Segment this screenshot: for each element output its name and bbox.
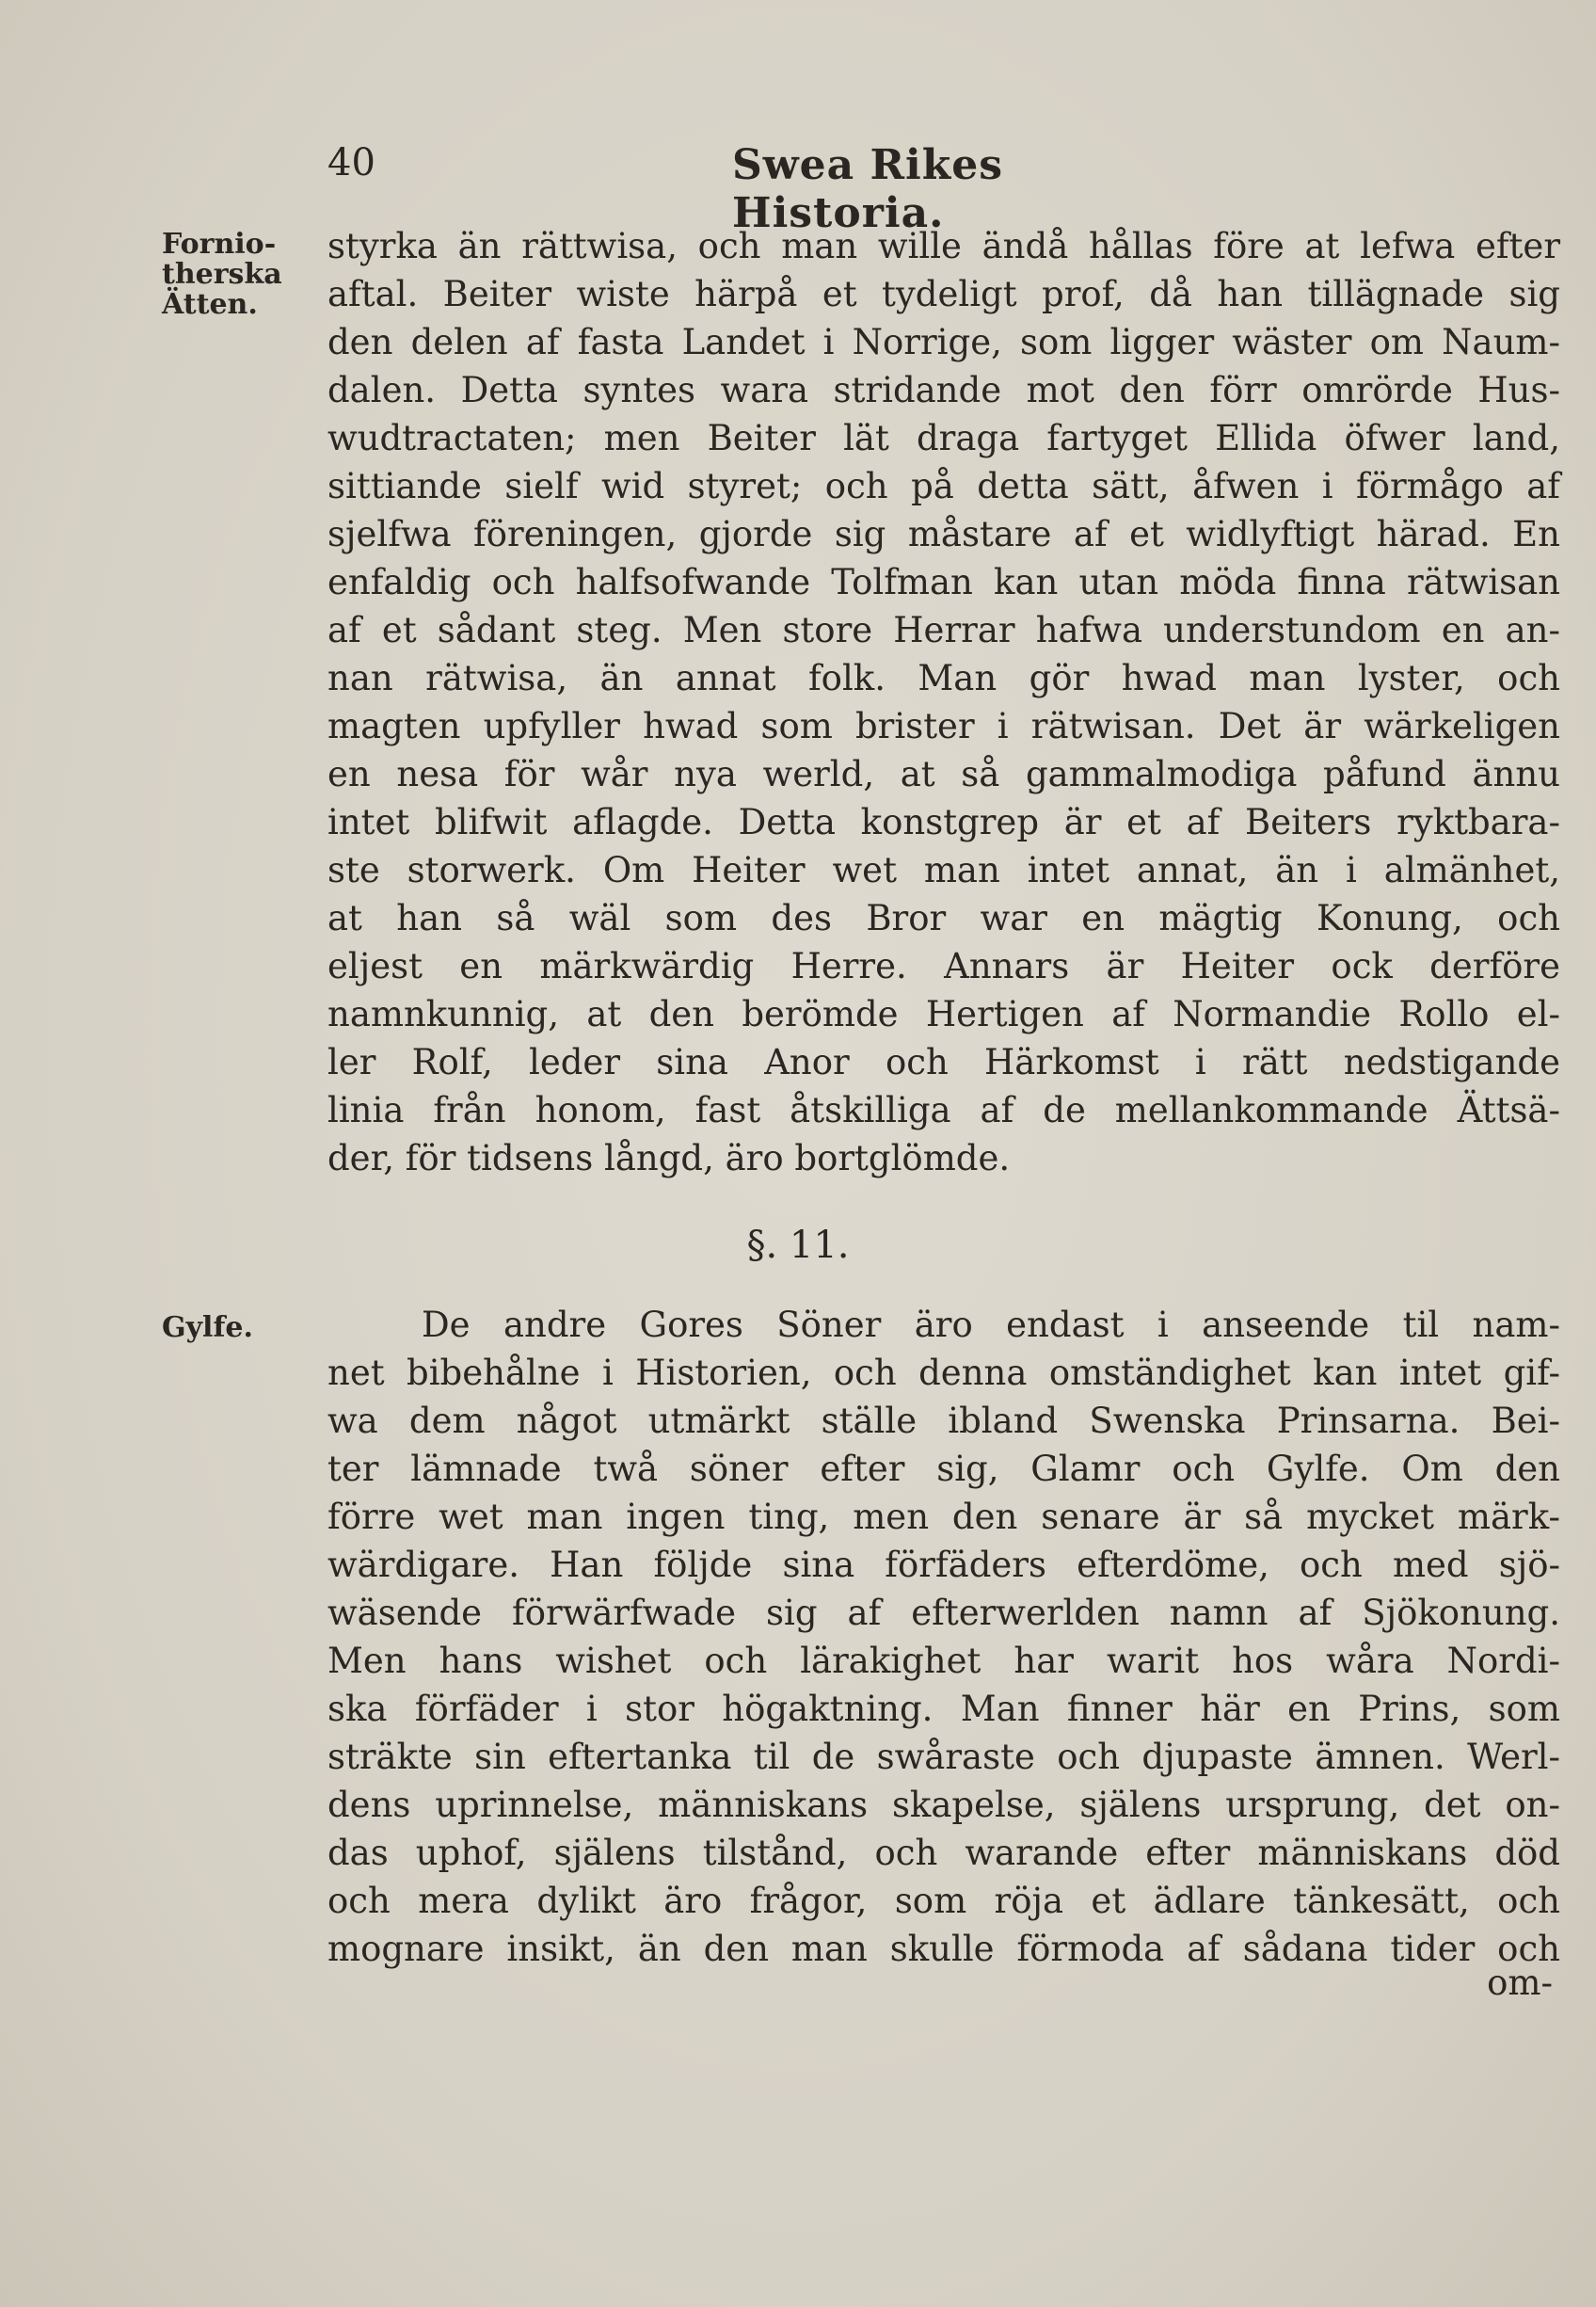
- text-line: förre wet man ingen ting, men den senare är så mycket märk-: [327, 1497, 1560, 1537]
- text-line: net bibehålne i Historien, och denna omständighet kan intet gif-: [327, 1353, 1560, 1393]
- text-line: wa dem något utmärkt ställe ibland Swenska Prinsarna. Bei-: [327, 1401, 1560, 1441]
- text-line: at han så wäl som des Bror war en mägtig Konung, och: [327, 898, 1560, 938]
- page-header: [327, 141, 1174, 237]
- text-line: en nesa för wår nya werld, at så gammalmodiga påfund ännu: [327, 754, 1560, 794]
- text-line: intet blifwit aflagde. Detta konstgrep är et af Beiters ryktbara-: [327, 802, 1560, 842]
- text-line: enfaldig och halfsofwande Tolfman kan utan möda finna rätwisan: [327, 562, 1560, 602]
- text-line: wudtractaten; men Beiter lät draga fartyget Ellida öfwer land,: [327, 418, 1560, 458]
- text-line: wäsende förwärfwade sig af efterwerlden namn af Sjökonung.: [327, 1593, 1560, 1633]
- text-line: der, för tidsens långd, äro bortglömde.: [327, 1138, 1011, 1178]
- text-line: den delen af fasta Landet i Norrige, som ligger wäster om Naum-: [327, 322, 1560, 362]
- text-line: eljest en märkwärdig Herre. Annars är Heiter ock derföre: [327, 946, 1560, 986]
- text-line: wärdigare. Han följde sina förfäders efterdöme, och med sjö-: [327, 1545, 1560, 1585]
- paragraph-1: [327, 222, 1560, 1182]
- margin-note-gylfe: [162, 1313, 253, 1343]
- text-line: och mera dylikt äro frågor, som röja et ädlare tänkesätt, och: [327, 1881, 1560, 1921]
- text-line: sträkte sin eftertanka til de swåraste och djupaste ämnen. Werl-: [327, 1737, 1560, 1777]
- paragraph-2: [327, 1301, 1560, 1973]
- margin-note-fornjotherska: [162, 230, 282, 320]
- margin-note-line: Ätten.: [162, 288, 258, 321]
- text-line: ter lämnade twå söner efter sig, Glamr och Gylfe. Om den: [327, 1449, 1560, 1489]
- text-line: magten upfyller hwad som brister i rätwisan. Det är wärkeligen: [327, 706, 1560, 746]
- text-line: namnkunnig, at den berömde Hertigen af Normandie Rollo el-: [327, 994, 1560, 1034]
- text-line: dalen. Detta syntes wara stridande mot den förr omrörde Hus-: [327, 370, 1560, 410]
- text-line: ler Rolf, leder sina Anor och Härkomst i rätt nedstigande: [327, 1042, 1560, 1082]
- text-line: Men hans wishet och lärakighet har warit hos wåra Nordi-: [327, 1641, 1560, 1681]
- text-line: styrka än rättwisa, och man wille ändå hållas före at lefwa efter: [327, 226, 1560, 266]
- margin-note-line: therska: [162, 258, 282, 291]
- text-line: nan rätwisa, än annat folk. Man gör hwad man lyster, och: [327, 658, 1560, 698]
- running-title: Swea Rikes Historia.: [732, 141, 1004, 237]
- text-line: linia från honom, fast åtskilliga af de mellankommande Ättsä-: [327, 1090, 1560, 1130]
- catchword: om-: [1487, 1963, 1553, 2003]
- text-line: af et sådant steg. Men store Herrar hafwa understundom en an-: [327, 610, 1560, 650]
- text-line: ste storwerk. Om Heiter wet man intet annat, än i almänhet,: [327, 850, 1560, 890]
- margin-note-line: Fornio-: [162, 228, 277, 261]
- text-line: sjelfwa föreningen, gjorde sig måstare af et widlyftigt härad. En: [327, 514, 1560, 554]
- text-line: dens uprinnelse, människans skapelse, själens ursprung, det on-: [327, 1785, 1560, 1825]
- page-number: 40: [327, 141, 375, 184]
- text-line: ska förfäder i stor högaktning. Man finner här en Prins, som: [327, 1689, 1560, 1729]
- text-line: sittiande sielf wid styret; och på detta sätt, åfwen i förmågo af: [327, 466, 1560, 506]
- section-mark: §. 11.: [746, 1224, 850, 1267]
- text-line: De andre Gores Söner äro endast i anseende til nam-: [422, 1305, 1560, 1345]
- text-line: mognare insikt, än den man skulle förmoda af sådana tider och: [327, 1929, 1560, 1969]
- text-line: das uphof, själens tilstånd, och warande efter människans död: [327, 1833, 1560, 1873]
- margin-note-line: Gylfe.: [162, 1311, 253, 1344]
- text-line: aftal. Beiter wiste härpå et tydeligt prof, då han tillägnade sig: [327, 274, 1560, 314]
